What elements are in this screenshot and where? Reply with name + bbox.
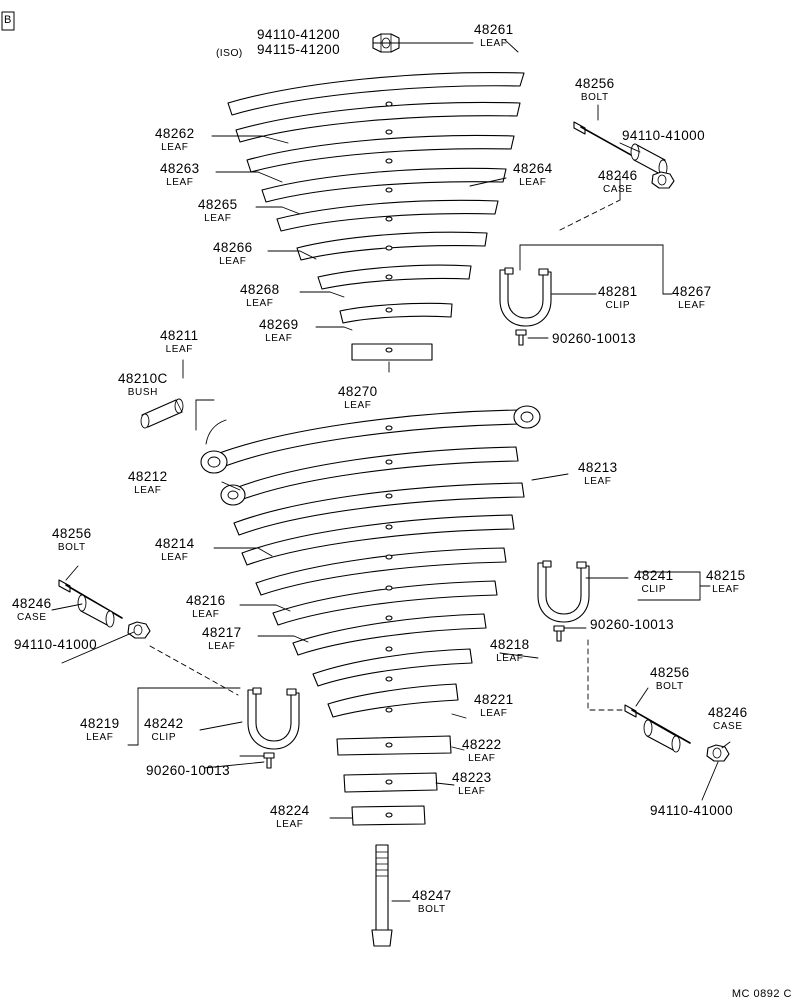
part-label-48246-bot: 48246 CASE: [708, 705, 748, 732]
part-label-48256-bot: 48256 BOLT: [650, 665, 690, 692]
corner-mark: B: [4, 14, 12, 26]
part-label-48242: 48242 CLIP: [144, 716, 184, 743]
part-label-48241: 48241 CLIP: [634, 568, 674, 595]
part-label-48267: 48267 LEAF: [672, 284, 712, 311]
part-label-48246-mid: 48246 CASE: [12, 596, 52, 623]
part-label-94110-41000-top: 94110-41000: [622, 128, 705, 143]
part-label-48264: 48264 LEAF: [513, 161, 553, 188]
part-label-48215: 48215 LEAF: [706, 568, 746, 595]
part-label-48266: 48266 LEAF: [213, 240, 253, 267]
part-label-90260-10013-mid: 90260-10013: [590, 617, 674, 632]
part-label-48256-top: 48256 BOLT: [575, 76, 615, 103]
part-label-48216: 48216 LEAF: [186, 593, 226, 620]
part-label-48218: 48218 LEAF: [490, 637, 530, 664]
part-label-48219: 48219 LEAF: [80, 716, 120, 743]
part-label-48224: 48224 LEAF: [270, 803, 310, 830]
part-label-48217: 48217 LEAF: [202, 625, 242, 652]
part-label-48211: 48211 LEAF: [160, 328, 199, 355]
part-label-48223: 48223 LEAF: [452, 770, 492, 797]
part-label-48268: 48268 LEAF: [240, 282, 280, 309]
part-label-48246-top: 48246 CASE: [598, 168, 638, 195]
part-label-48261: 48261 LEAF: [474, 22, 514, 49]
part-label-94110-41000-bot: 94110-41000: [650, 803, 733, 818]
drawing-footer-code: MC 0892 C: [731, 988, 792, 1000]
part-label-48212: 48212 LEAF: [128, 469, 168, 496]
part-label-48256-mid: 48256 BOLT: [52, 526, 92, 553]
part-label-94110-41000-mid: 94110-41000: [14, 637, 97, 652]
part-label-90260-10013-top: 90260-10013: [552, 331, 636, 346]
part-label-48262: 48262 LEAF: [155, 126, 195, 153]
part-label-94115-41200: 94115-41200: [257, 42, 340, 57]
part-label-48221: 48221 LEAF: [474, 692, 514, 719]
part-label-48270: 48270 LEAF: [338, 384, 378, 411]
part-label-48222: 48222 LEAF: [462, 737, 502, 764]
part-label-48281: 48281 CLIP: [598, 284, 638, 311]
part-label-90260-10013-bot: 90260-10013: [146, 763, 230, 778]
iso-note: (ISO): [216, 47, 243, 59]
part-label-48213: 48213 LEAF: [578, 460, 618, 487]
part-label-48265: 48265 LEAF: [198, 197, 238, 224]
part-label-48210C: 48210C BUSH: [118, 371, 168, 398]
part-label-48263: 48263 LEAF: [160, 161, 200, 188]
part-label-48247: 48247 BOLT: [412, 888, 452, 915]
part-label-48269: 48269 LEAF: [259, 317, 299, 344]
part-label-94110-41200: 94110-41200: [257, 27, 340, 42]
part-label-48214: 48214 LEAF: [155, 536, 195, 563]
